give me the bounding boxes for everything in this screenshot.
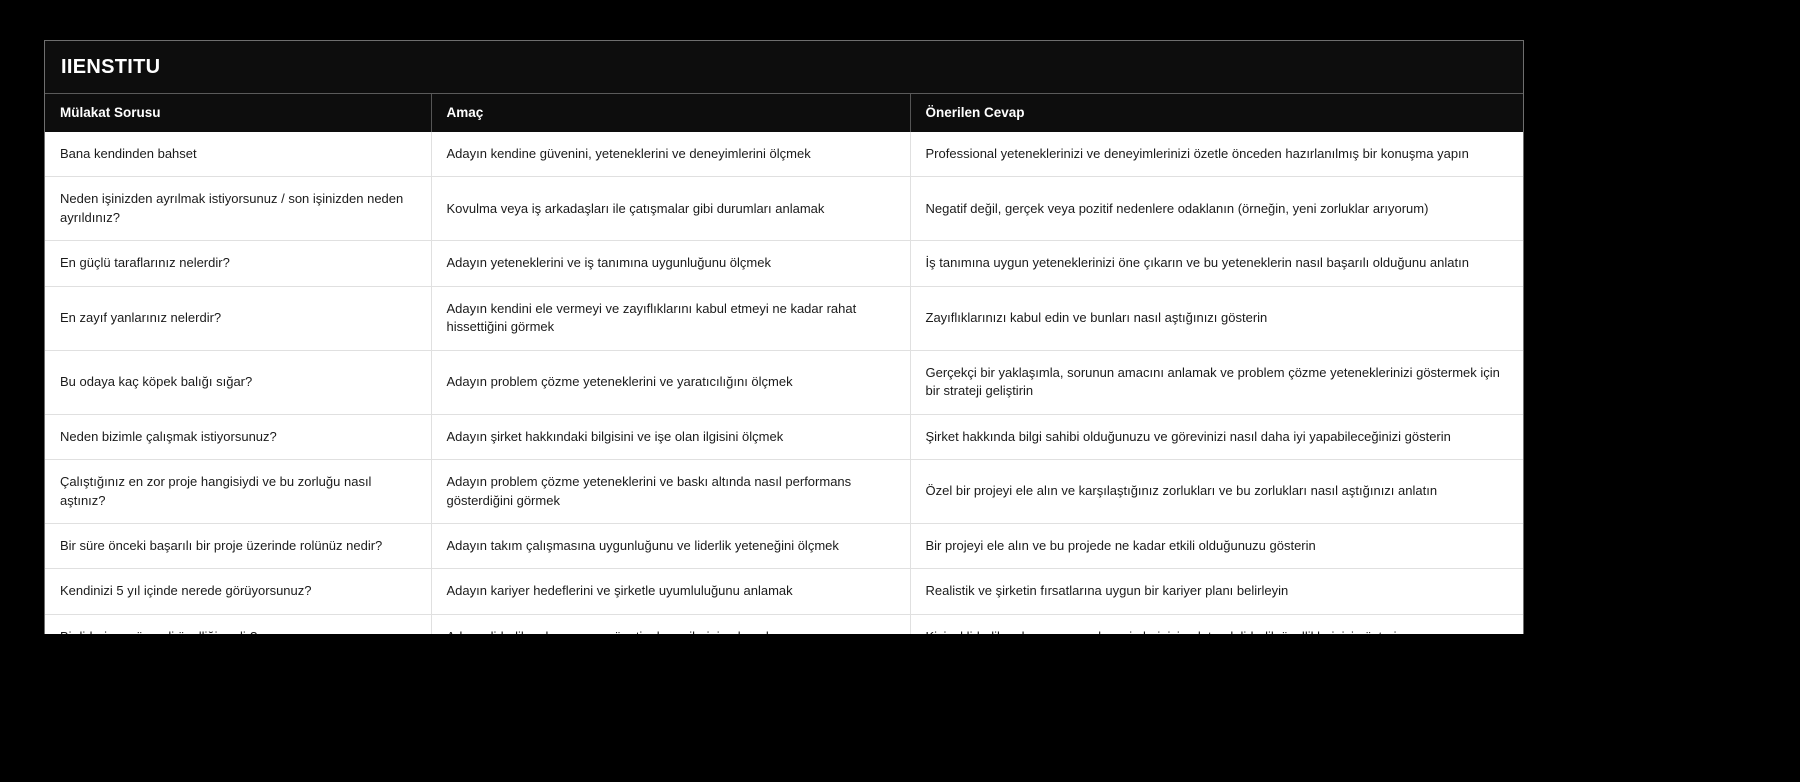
table-row: [45, 132, 1523, 177]
table-body: [45, 132, 1523, 659]
cell-purpose: Adayın yeteneklerini ve iş tanımına uygunluğunu ölçmek: [431, 241, 910, 286]
table-row: [45, 569, 1523, 614]
cell-answer: Gerçekçi bir yaklaşımla, sorunun amacını anlamak ve problem çözme yeteneklerinizi göstermek için bir strateji geliştirin: [910, 350, 1523, 414]
cell-question: Çalıştığınız en zor proje hangisiydi ve bu zorluğu nasıl aştınız?: [45, 460, 431, 524]
cell-purpose: Adayın problem çözme yeteneklerini ve baskı altında nasıl performans gösterdiğini görmek: [431, 460, 910, 524]
brand-bar: [45, 41, 1523, 94]
page-bottom-mask: [0, 634, 1800, 782]
cell-question: Kendinizi 5 yıl içinde nerede görüyorsunuz?: [45, 569, 431, 614]
cell-purpose: Adayın problem çözme yeteneklerini ve yaratıcılığını ölçmek: [431, 350, 910, 414]
table-row: [45, 414, 1523, 459]
table-row: [45, 350, 1523, 414]
table-row: [45, 241, 1523, 286]
column-header-purpose: Amaç: [431, 94, 910, 132]
cell-purpose: Adayın şirket hakkındaki bilgisini ve işe olan ilgisini ölçmek: [431, 414, 910, 459]
cell-purpose: Adayın kendine güvenini, yeteneklerini ve deneyimlerini ölçmek: [431, 132, 910, 177]
cell-answer: İş tanımına uygun yeteneklerinizi öne çıkarın ve bu yeteneklerin nasıl başarılı olduğunu anlatın: [910, 241, 1523, 286]
cell-answer: Şirket hakkında bilgi sahibi olduğunuzu ve görevinizi nasıl daha iyi yapabileceğinizi gösterin: [910, 414, 1523, 459]
brand-title: IIENSTITU: [61, 55, 161, 78]
cell-question: Neden bizimle çalışmak istiyorsunuz?: [45, 414, 431, 459]
cell-question: En güçlü taraflarınız nelerdir?: [45, 241, 431, 286]
table-row: [45, 177, 1523, 241]
cell-answer: Özel bir projeyi ele alın ve karşılaştığınız zorlukları ve bu zorlukları nasıl aştığınızı anlatın: [910, 460, 1523, 524]
table-header-row: [45, 94, 1523, 132]
cell-answer: Professional yeteneklerinizi ve deneyimlerinizi özetle önceden hazırlanılmış bir konuşma yapın: [925, 146, 1469, 161]
cell-purpose: Adayın takım çalışmasına uygunluğunu ve liderlik yeteneğini ölçmek: [431, 523, 910, 568]
cell-question: En zayıf yanlarınız nelerdir?: [45, 286, 431, 350]
table-row: [45, 523, 1523, 568]
cell-answer: Zayıflıklarınızı kabul edin ve bunları nasıl aştığınızı gösterin: [910, 286, 1523, 350]
cell-answer: Negatif değil, gerçek veya pozitif nedenlere odaklanın (örneğin, yeni zorluklar arıyorum): [910, 177, 1523, 241]
cell-question: Bir süre önceki başarılı bir proje üzerinde rolünüz nedir?: [45, 523, 431, 568]
column-header-answer: Önerilen Cevap: [910, 94, 1523, 132]
cell-purpose: Kovulma veya iş arkadaşları ile çatışmalar gibi durumları anlamak: [431, 177, 910, 241]
column-header-question: Mülakat Sorusu: [45, 94, 431, 132]
cell-answer: Bir projeyi ele alın ve bu projede ne kadar etkili olduğunuzu gösterin: [910, 523, 1523, 568]
cell-question: Bana kendinden bahset: [45, 132, 431, 177]
cell-question: Bu odaya kaç köpek balığı sığar?: [45, 350, 431, 414]
interview-questions-table: [45, 94, 1523, 659]
table-row: [45, 460, 1523, 524]
cell-purpose: Adayın kendini ele vermeyi ve zayıflıklarını kabul etmeyi ne kadar rahat hissettiğini görmek: [431, 286, 910, 350]
cell-answer: Realistik ve şirketin fırsatlarına uygun bir kariyer planı belirleyin: [910, 569, 1523, 614]
table-row: [45, 286, 1523, 350]
cell-purpose: Adayın kariyer hedeflerini ve şirketle uyumluluğunu anlamak: [431, 569, 910, 614]
cell-question: Neden işinizden ayrılmak istiyorsunuz / son işinizden neden ayrıldınız?: [45, 177, 431, 241]
table-header: [45, 94, 1523, 132]
interview-questions-card: [44, 40, 1524, 659]
